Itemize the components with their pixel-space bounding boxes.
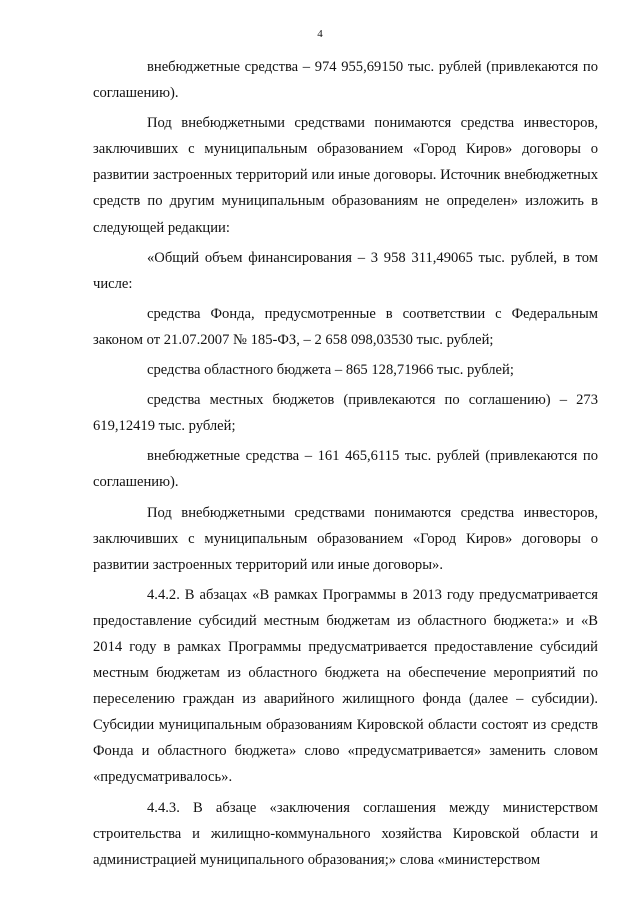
document-body [93, 54, 598, 873]
paragraph-extrabudgetary-2: внебюджетные средства – 161 465,6115 тыс. рублей (привлекаются по соглашению). [93, 448, 598, 491]
paragraph-clause-4-4-2: 4.4.2. В абзацах «В рамках Программы в 2013 году предусматривается предоставление субсидий местным бюджетам из областного бюджета:» и «В 2014 году в рамках Программы предусматривается предоставление субсидий местным бюджетам из областного бюджета на обеспечение мероприятий по переселению граждан из аварийного жилищного фонда (далее – субсидии). Субсидии муниципальным образованиям Кировской области состоят из средств Фонда и областного бюджета» слово «предусматривается» заменить словом «предусматривалось». [93, 586, 598, 786]
paragraph-extrabudgetary-1: внебюджетные средства – 974 955,69150 тыс. рублей (привлекаются по соглашению). [93, 59, 598, 102]
paragraph-regional-budget: средства областного бюджета – 865 128,71966 тыс. рублей; [147, 362, 514, 379]
page-number: 4 [317, 28, 323, 40]
paragraph-fund-resources: средства Фонда, предусмотренные в соответствии с Федеральным законом от 21.07.2007 № 185-ФЗ, – 2 658 098,03530 тыс. рублей; [93, 305, 598, 348]
paragraph-total-financing: «Общий объем финансирования – 3 958 311,49065 тыс. рублей, в том числе: [93, 249, 598, 292]
paragraph-clause-4-4-3: 4.4.3. В абзаце «заключения соглашения между министерством строительства и жилищно-коммунального хозяйства Кировской области и администрацией муниципального образования;» слова «министерством [93, 799, 598, 868]
paragraph-definition-2: Под внебюджетными средствами понимаются средства инвесторов, заключивших с муниципальным образованием «Город Киров» договоры о развитии застроенных территорий или иные договоры». [93, 504, 598, 573]
paragraph-definition-1: Под внебюджетными средствами понимаются средства инвесторов, заключивших с муниципальным образованием «Город Киров» договоры о развитии застроенных территорий или иные договоры. Источник внебюджетных средств по другим муниципальным образованиям не определен» изложить в следующей редакции: [93, 115, 598, 236]
paragraph-local-budgets: средства местных бюджетов (привлекаются по соглашению) – 273 619,12419 тыс. рублей; [93, 392, 598, 435]
